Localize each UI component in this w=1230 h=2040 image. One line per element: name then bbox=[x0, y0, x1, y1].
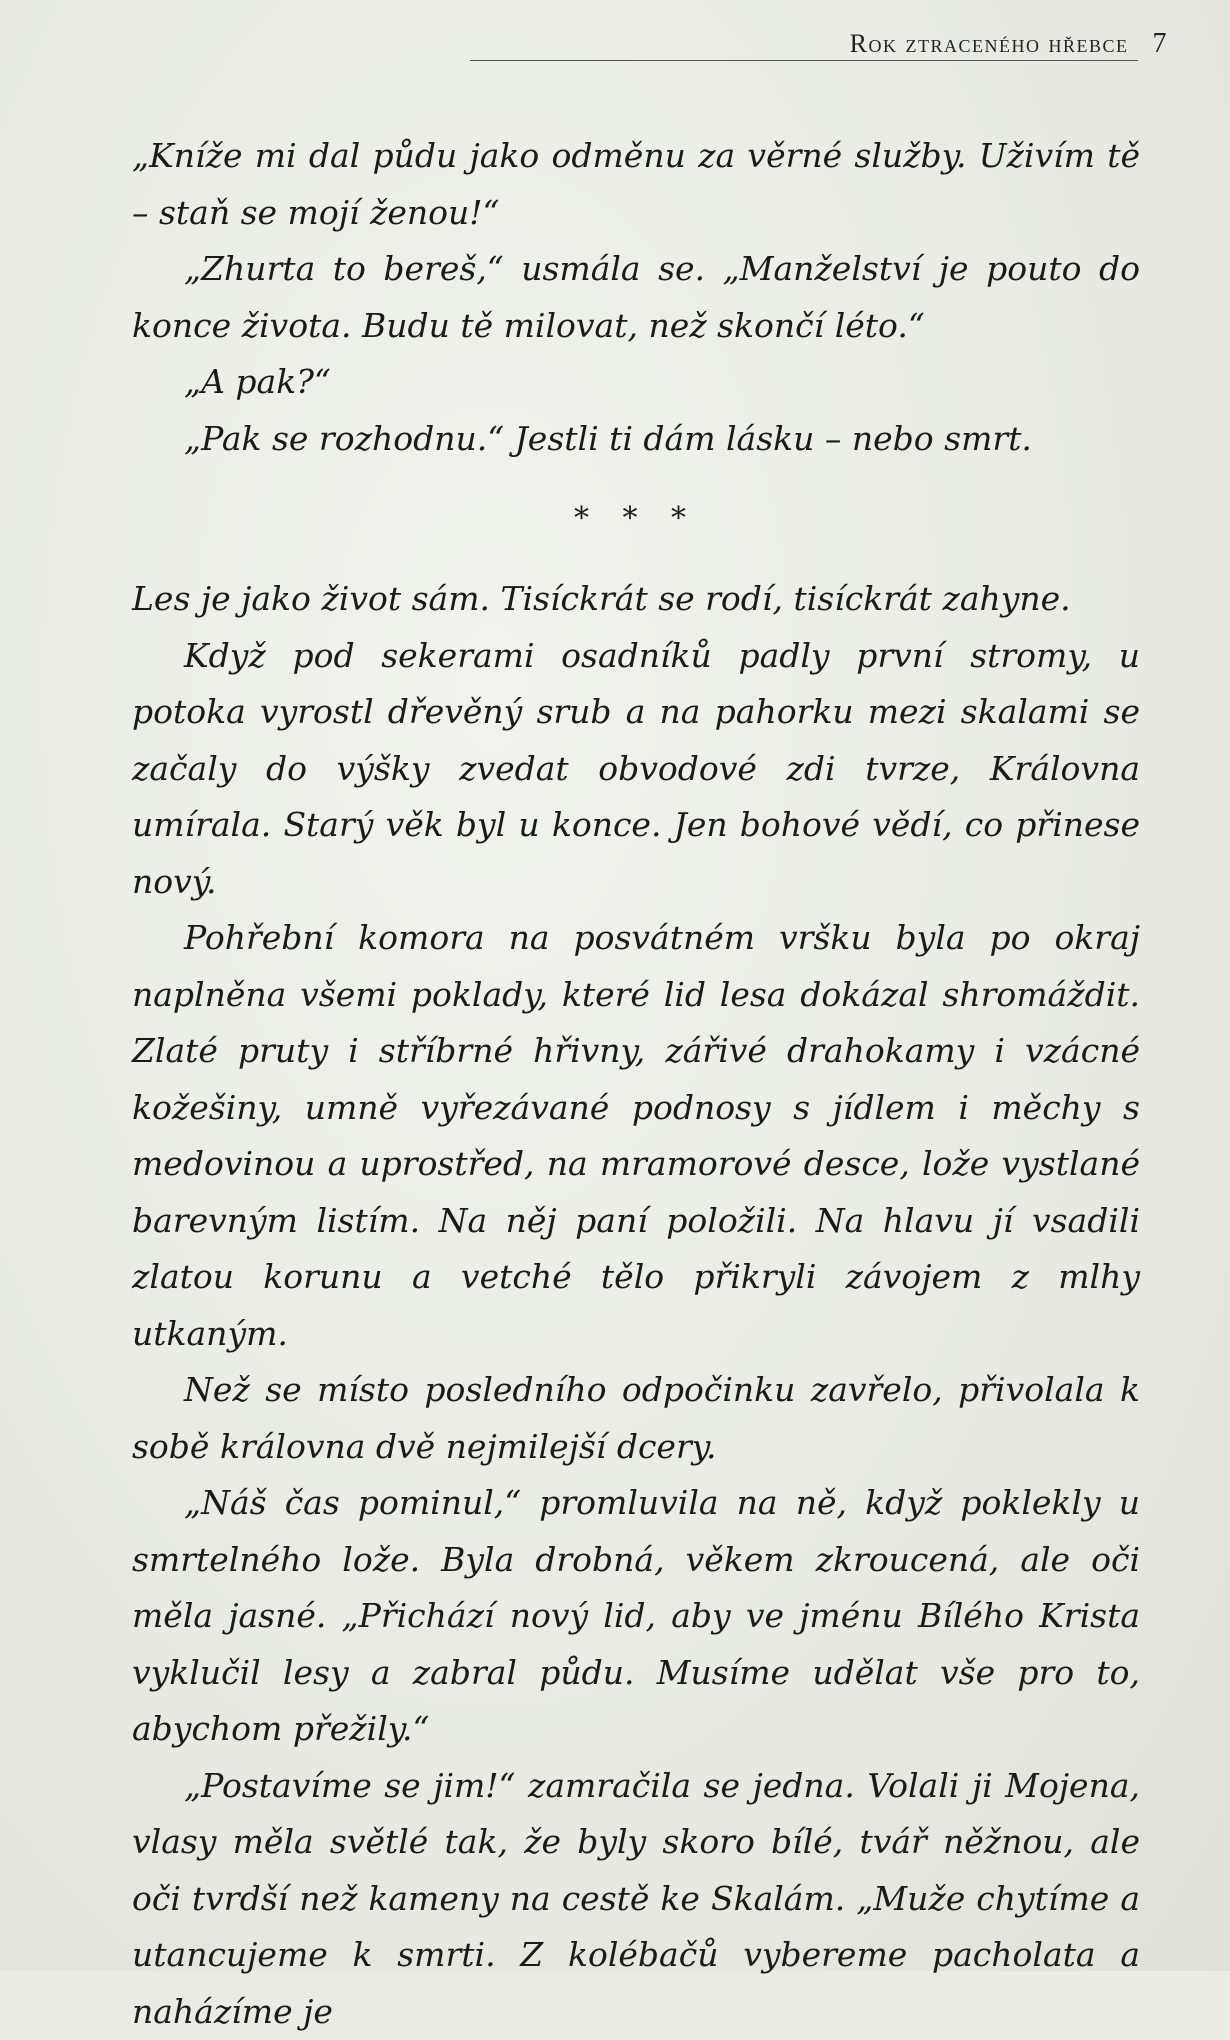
section-separator: * * * bbox=[132, 491, 1140, 547]
paragraph: „A pak?“ bbox=[132, 354, 1140, 411]
paragraph: Les je jako život sám. Tisíckrát se rodí, tisíckrát zahyne. bbox=[132, 571, 1140, 628]
chapter-title: Rok ztraceného hřebce bbox=[850, 29, 1133, 59]
header-rule bbox=[470, 60, 1138, 61]
paragraph: „Postavíme se jim!“ zamračila se jedna. Volali ji Mojena, vlasy měla světlé tak, že byly skoro bílé, tvář něžnou, ale oči tvrdší než kameny na cestě ke Skalám. „Muže chytíme a utancujeme k smrti. Z kolébačů vybereme pacholata a naházíme je bbox=[132, 1758, 1140, 2040]
paragraph: Když pod sekerami osadníků padly první stromy, u potoka vyrostl dřevěný srub a na pahorku mezi skalami se začaly do výšky zvedat obvodové zdi tvrze, Královna umírala. Starý věk byl u konce. Jen bohové vědí, co přinese nový. bbox=[132, 628, 1140, 911]
body-text bbox=[132, 128, 1140, 2040]
page-number: 7 bbox=[1153, 28, 1169, 60]
paragraph: „Zhurta to bereš,“ usmála se. „Manželství je pouto do konce života. Budu tě milovat, než skončí léto.“ bbox=[132, 241, 1140, 354]
paragraph: „Pak se rozhodnu.“ Jestli ti dám lásku – nebo smrt. bbox=[132, 411, 1140, 468]
paragraph: „Kníže mi dal půdu jako odměnu za věrné služby. Uživím tě – staň se mojí ženou!“ bbox=[132, 128, 1140, 241]
paragraph: „Náš čas pominul,“ promluvila na ně, když poklekly u smrtelného lože. Byla drobná, věkem zkroucená, ale oči měla jasné. „Přichází nový lid, aby ve jménu Bílého Krista vyklučil lesy a zabral půdu. Musíme udělat vše pro to, abychom přežily.“ bbox=[132, 1475, 1140, 1758]
running-head bbox=[850, 28, 1168, 60]
paragraph: Pohřební komora na posvátném vršku byla po okraj naplněna všemi poklady, které lid lesa dokázal shromáždit. Zlaté pruty i stříbrné hřivny, zářivé drahokamy i vzácné kožešiny, umně vyřezávané podnosy s jídlem i měchy s medovinou a uprostřed, na mramorové desce, lože vystlané barevným listím. Na něj paní položili. Na hlavu jí vsadili zlatou korunu a vetché tělo přikryli závojem z mlhy utkaným. bbox=[132, 910, 1140, 1362]
paragraph: Než se místo posledního odpočinku zavřelo, přivolala k sobě královna dvě nejmilejší dcery. bbox=[132, 1362, 1140, 1475]
